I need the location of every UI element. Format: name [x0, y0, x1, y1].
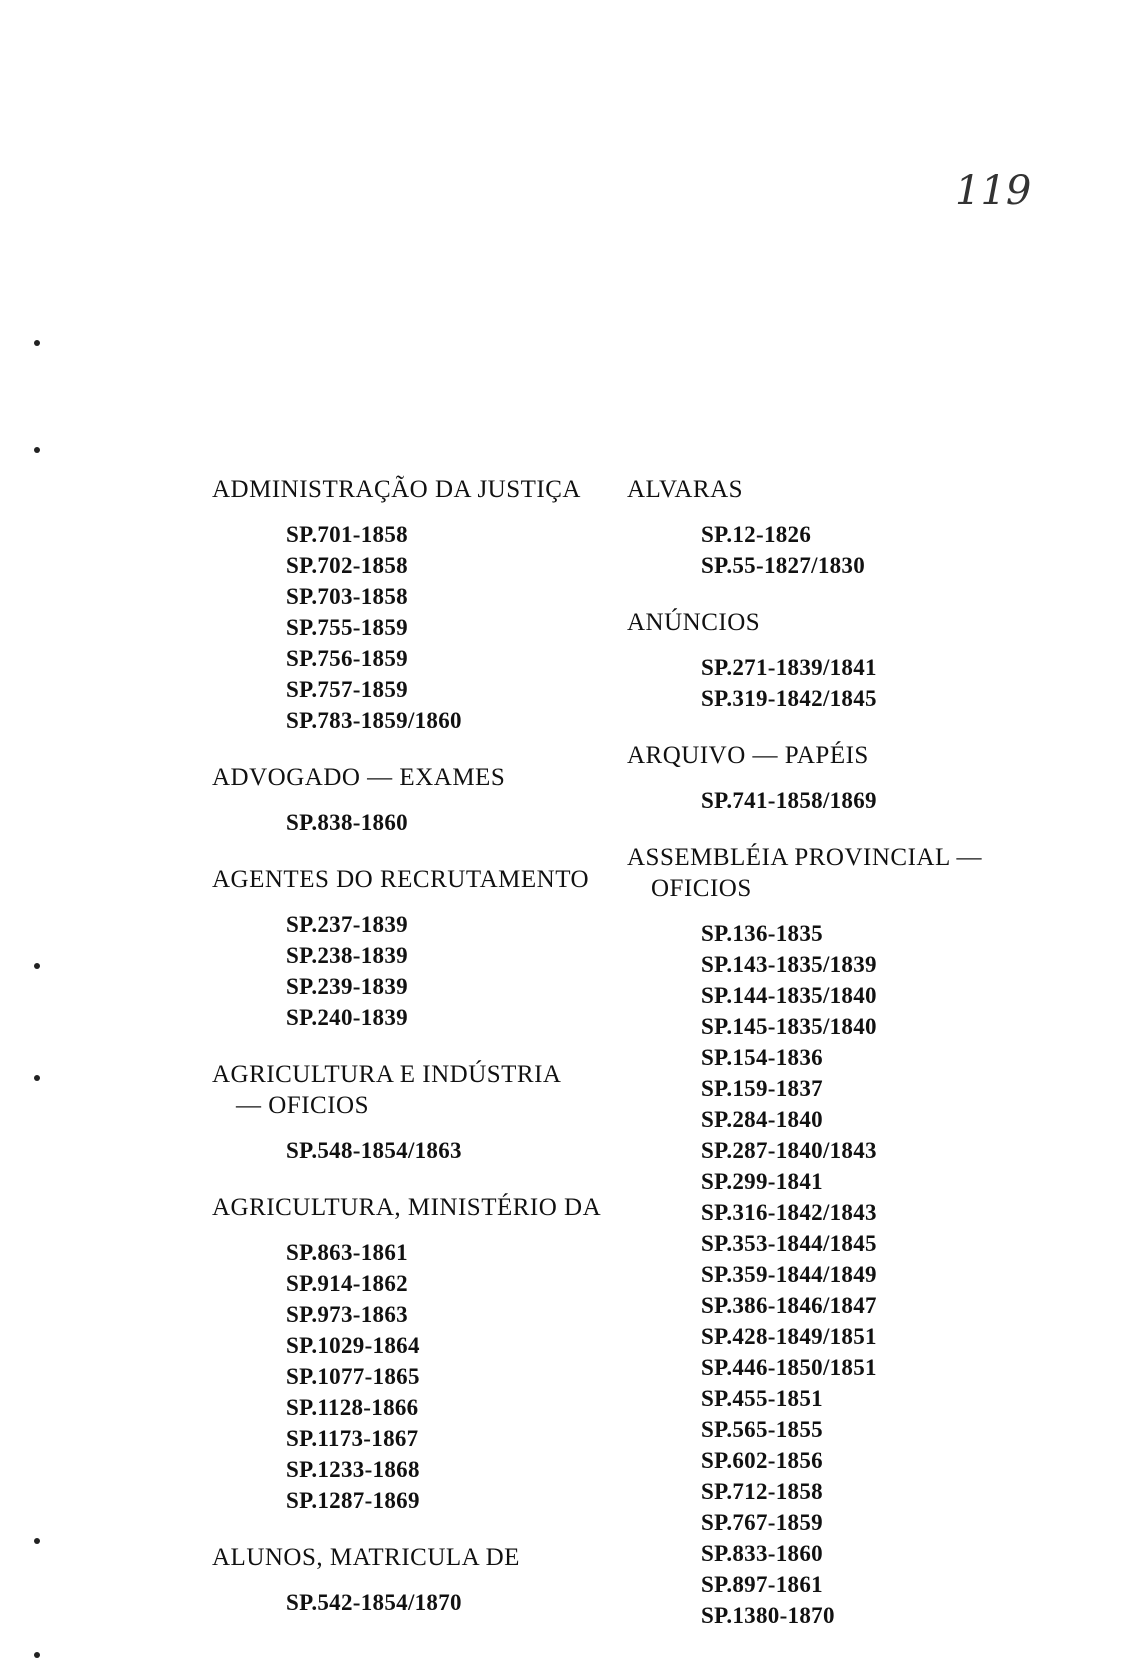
- code-list: [286, 519, 602, 736]
- entry-heading-line: ALVARAS: [627, 476, 744, 503]
- entry-heading-line: AGRICULTURA, MINISTÉRIO DA: [212, 1194, 602, 1221]
- entry-heading-line: ANÚNCIOS: [627, 609, 761, 636]
- entry-heading: [212, 864, 602, 895]
- left-column: [212, 474, 602, 1644]
- code-item: SP.755-1859: [286, 615, 408, 640]
- code-item: SP.756-1859: [286, 646, 408, 671]
- code-item: SP.1029-1864: [286, 1333, 420, 1358]
- code-item: SP.353-1844/1845: [701, 1231, 877, 1256]
- code-list: [701, 519, 1027, 581]
- code-item: SP.863-1861: [286, 1240, 408, 1265]
- code-item: SP.833-1860: [701, 1541, 823, 1566]
- code-item: SP.299-1841: [701, 1169, 823, 1194]
- code-item: SP.702-1858: [286, 553, 408, 578]
- code-list: [701, 785, 1027, 816]
- code-item: SP.144-1835/1840: [701, 983, 877, 1008]
- entry-heading: [212, 474, 602, 505]
- entry-heading-line: ALUNOS, MATRICULA DE: [212, 1544, 520, 1571]
- margin-mark: [34, 1075, 40, 1081]
- entry-heading-line: — OFICIOS: [236, 1092, 369, 1119]
- code-item: SP.359-1844/1849: [701, 1262, 877, 1287]
- code-item: SP.154-1836: [701, 1045, 823, 1070]
- code-item: SP.284-1840: [701, 1107, 823, 1132]
- code-item: SP.1233-1868: [286, 1457, 420, 1482]
- entry-heading: [212, 1542, 602, 1573]
- code-item: SP.287-1840/1843: [701, 1138, 877, 1163]
- entry-heading: [212, 762, 602, 793]
- code-item: SP.565-1855: [701, 1417, 823, 1442]
- entry-heading-line: ADMINISTRAÇÃO DA JUSTIÇA: [212, 476, 581, 503]
- code-list: [286, 1587, 602, 1618]
- code-item: SP.1128-1866: [286, 1395, 419, 1420]
- code-item: SP.838-1860: [286, 810, 408, 835]
- code-item: SP.455-1851: [701, 1386, 823, 1411]
- code-item: SP.701-1858: [286, 522, 408, 547]
- entry-heading: [627, 740, 1027, 771]
- code-item: SP.240-1839: [286, 1005, 408, 1030]
- entry-heading: [212, 1192, 602, 1223]
- code-list: [286, 1237, 602, 1516]
- code-item: SP.542-1854/1870: [286, 1590, 462, 1615]
- code-item: SP.1287-1869: [286, 1488, 420, 1513]
- code-item: SP.319-1842/1845: [701, 686, 877, 711]
- code-item: SP.386-1846/1847: [701, 1293, 877, 1318]
- code-item: SP.143-1835/1839: [701, 952, 877, 977]
- code-item: SP.767-1859: [701, 1510, 823, 1535]
- code-list: [286, 807, 602, 838]
- code-item: SP.897-1861: [701, 1572, 823, 1597]
- entry-heading-line: OFICIOS: [651, 875, 752, 902]
- code-item: SP.741-1858/1869: [701, 788, 877, 813]
- code-item: SP.238-1839: [286, 943, 408, 968]
- margin-mark: [34, 1538, 40, 1544]
- entry-heading-line: ASSEMBLÉIA PROVINCIAL —: [627, 844, 983, 871]
- code-item: SP.1173-1867: [286, 1426, 419, 1451]
- code-item: SP.239-1839: [286, 974, 408, 999]
- entry-heading: [627, 474, 1027, 505]
- code-item: SP.237-1839: [286, 912, 408, 937]
- page-number: 119: [955, 168, 1032, 214]
- code-item: SP.12-1826: [701, 522, 812, 547]
- margin-mark: [34, 447, 40, 453]
- entry-heading-line: ADVOGADO — EXAMES: [212, 764, 506, 791]
- code-item: SP.757-1859: [286, 677, 408, 702]
- code-list: [701, 652, 1027, 714]
- code-item: SP.914-1862: [286, 1271, 408, 1296]
- code-item: SP.548-1854/1863: [286, 1138, 462, 1163]
- entry-heading: [627, 607, 1027, 638]
- entry-heading-line: AGRICULTURA E INDÚSTRIA: [212, 1061, 562, 1088]
- code-item: SP.602-1856: [701, 1448, 823, 1473]
- code-item: SP.703-1858: [286, 584, 408, 609]
- code-item: SP.159-1837: [701, 1076, 823, 1101]
- code-item: SP.1077-1865: [286, 1364, 420, 1389]
- code-item: SP.428-1849/1851: [701, 1324, 877, 1349]
- code-item: SP.55-1827/1830: [701, 553, 866, 578]
- entry-heading: [627, 842, 1027, 904]
- entry-heading-line: AGENTES DO RECRUTAMENTO: [212, 866, 590, 893]
- code-item: SP.973-1863: [286, 1302, 408, 1327]
- margin-mark: [34, 963, 40, 969]
- code-list: [701, 918, 1027, 1631]
- code-list: [286, 1135, 602, 1166]
- margin-mark: [34, 340, 40, 346]
- code-list: [286, 909, 602, 1033]
- right-column: [627, 474, 1027, 1657]
- margin-mark: [34, 1652, 40, 1658]
- entry-heading-line: ARQUIVO — PAPÉIS: [627, 742, 869, 769]
- code-item: SP.783-1859/1860: [286, 708, 462, 733]
- code-item: SP.446-1850/1851: [701, 1355, 877, 1380]
- code-item: SP.712-1858: [701, 1479, 823, 1504]
- code-item: SP.316-1842/1843: [701, 1200, 877, 1225]
- code-item: SP.136-1835: [701, 921, 823, 946]
- code-item: SP.271-1839/1841: [701, 655, 877, 680]
- code-item: SP.1380-1870: [701, 1603, 835, 1628]
- entry-heading: [212, 1059, 602, 1121]
- code-item: SP.145-1835/1840: [701, 1014, 877, 1039]
